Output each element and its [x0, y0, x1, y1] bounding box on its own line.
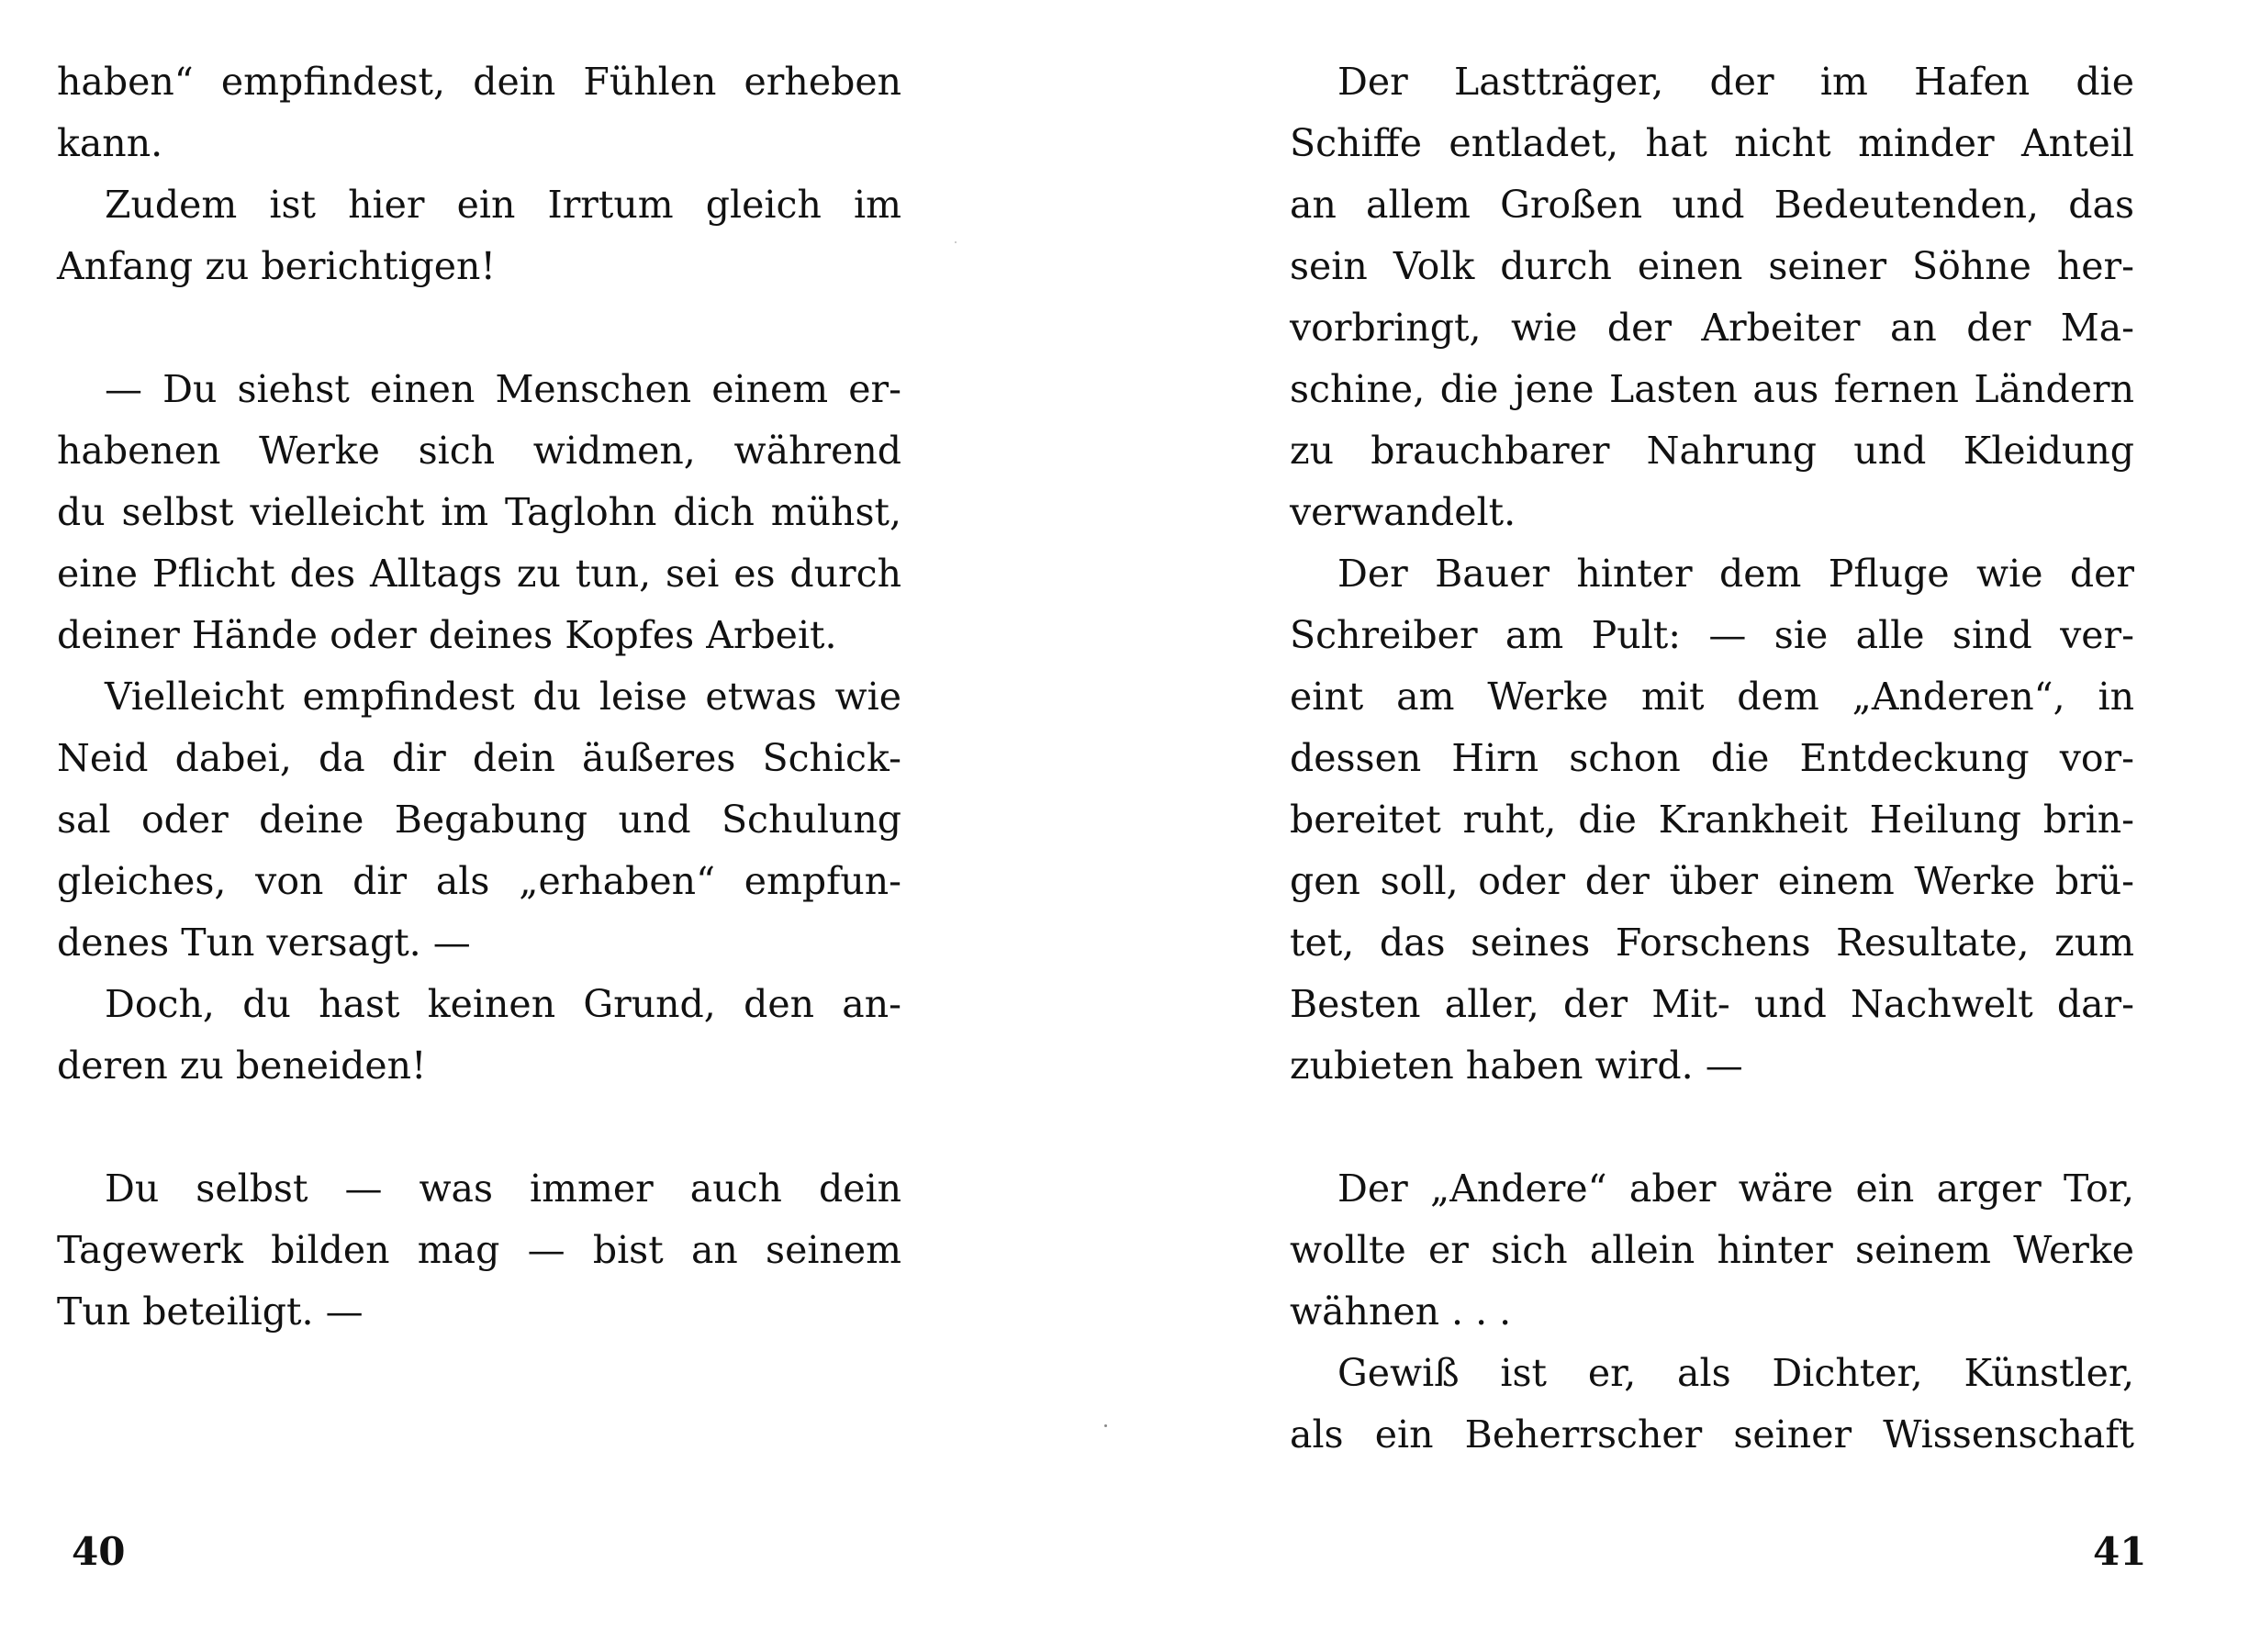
text-line: gleiches, von dir als „erhaben“ empfun-: [57, 859, 901, 903]
print-speck: [1104, 1424, 1107, 1427]
text-line: Besten aller, der Mit- und Nachwelt dar-: [1290, 982, 2134, 1026]
text-line: Tun beteiligt. —: [57, 1289, 364, 1334]
paragraph-gap: [57, 1097, 901, 1158]
text-line: eine Pflicht des Alltags zu tun, sei es durch: [57, 552, 901, 596]
text-line: als ein Beherrscher seiner Wissenschaft: [1290, 1412, 2134, 1457]
text-line: Neid dabei, da dir dein äußeres Schick-: [57, 736, 901, 780]
text-line: Der „Andere“ aber wäre ein arger Tor,: [1337, 1166, 2134, 1211]
text-line: denes Tun versagt. —: [57, 921, 471, 965]
text-line: Doch, du hast keinen Grund, den an-: [105, 982, 901, 1026]
text-line: sal oder deine Begabung und Schulung: [57, 798, 901, 842]
text-line: Zudem ist hier ein Irrtum gleich im: [105, 183, 901, 227]
text-line: Gewiß ist er, als Dichter, Künstler,: [1337, 1351, 2134, 1395]
left-page-number: 40: [72, 1529, 126, 1574]
text-line: dessen Hirn schon die Entdeckung vor-: [1290, 736, 2134, 780]
text-line: kann.: [57, 121, 163, 165]
text-line: Tagewerk bilden mag — bist an seinem: [57, 1228, 901, 1272]
text-line: sein Volk durch einen seiner Söhne her-: [1290, 244, 2134, 288]
text-line: schine, die jene Lasten aus fernen Ländern: [1290, 367, 2134, 411]
text-line: bereitet ruht, die Krankheit Heilung brin-: [1290, 798, 2134, 842]
text-line: zu brauchbarer Nahrung und Kleidung: [1290, 429, 2134, 473]
text-line: Der Lastträger, der im Hafen die: [1337, 60, 2134, 104]
text-line: vorbringt, wie der Arbeiter an der Ma-: [1290, 306, 2134, 350]
text-line: zubieten haben wird. —: [1290, 1044, 1743, 1088]
right-page-text-column: [1290, 51, 2134, 1466]
text-line: tet, das seines Forschens Resultate, zum: [1290, 921, 2134, 965]
text-line: wähnen . . .: [1290, 1289, 1512, 1334]
paragraph-gap: [57, 297, 901, 359]
text-line: du selbst vielleicht im Taglohn dich mühst,: [57, 490, 901, 534]
text-line: verwandelt.: [1290, 490, 1516, 534]
text-line: Anfang zu berichtigen!: [57, 244, 496, 288]
print-speck: [955, 241, 957, 243]
right-page-number: 41: [2093, 1529, 2147, 1574]
text-line: an allem Großen und Bedeutenden, das: [1290, 183, 2134, 227]
paragraph-gap: [1290, 1097, 2134, 1158]
left-page-text-column: [57, 51, 901, 1343]
left-page: [0, 0, 1124, 1652]
text-line: wollte er sich allein hinter seinem Werke: [1290, 1228, 2134, 1272]
text-line: haben“ empfindest, dein Fühlen erheben: [57, 60, 901, 104]
text-line: Der Bauer hinter dem Pfluge wie der: [1337, 552, 2134, 596]
right-page: [1124, 0, 2249, 1652]
text-line: Schreiber am Pult: — sie alle sind ver-: [1290, 613, 2134, 657]
text-line: — Du siehst einen Menschen einem er-: [105, 367, 901, 411]
text-line: deiner Hände oder deines Kopfes Arbeit.: [57, 613, 837, 657]
text-line: Vielleicht empfindest du leise etwas wie: [105, 675, 901, 719]
text-line: eint am Werke mit dem „Anderen“, in: [1290, 675, 2134, 719]
text-line: Du selbst — was immer auch dein: [105, 1166, 901, 1211]
text-line: Schiffe entladet, hat nicht minder Anteil: [1290, 121, 2134, 165]
text-line: gen soll, oder der über einem Werke brü-: [1290, 859, 2134, 903]
text-line: deren zu beneiden!: [57, 1044, 427, 1088]
text-line: habenen Werke sich widmen, während: [57, 429, 901, 473]
